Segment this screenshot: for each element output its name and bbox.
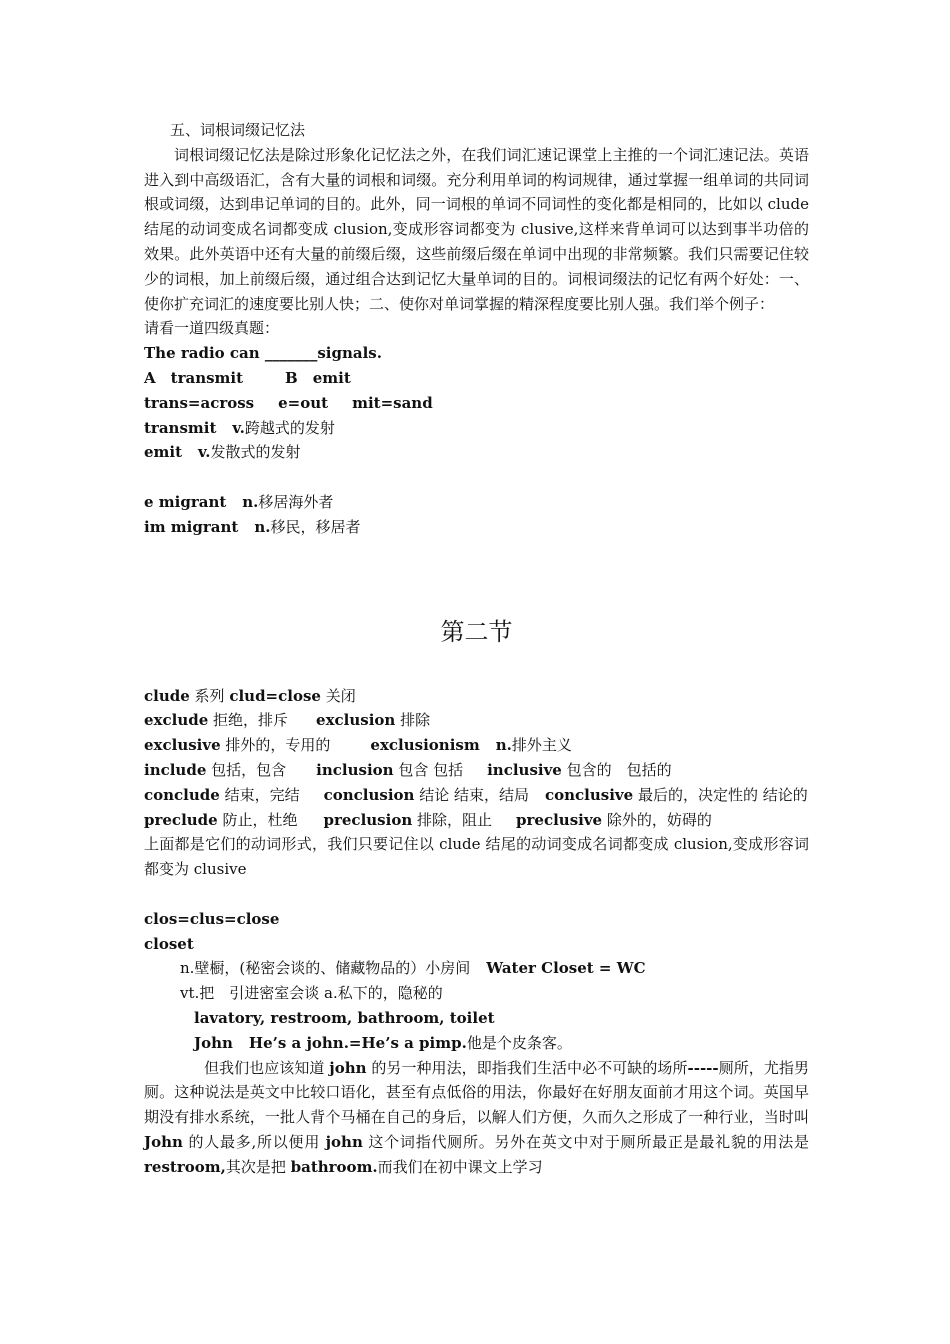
option-b: B emit	[285, 368, 351, 387]
closet-verb: vt.把 引进密室会谈 a.私下的，隐秘的	[180, 984, 443, 1003]
closet-word: closet	[144, 934, 194, 953]
closet-noun: n.壁橱，(秘密会谈的、储藏物品的）小房间 Water Closet = WC	[180, 959, 646, 978]
john-paragraph: 但我们也应该知道 john 的另一种用法，即指我们生活中必不可缺的场所-----厕所，尤指男厕。这种说法是英文中比较口语化，甚至有点低俗的用法，你最好在好朋友面前才用这个词。英国早期没有排水系统，一批人背个马桶在自己的身后，以解人们方便，久而久之形成了一种行业，当时叫 John 的人最多,所以便用 john 这个词指代厕所。另外在英文中对于厕所最正是最礼貌的用法是 restroom,其次是把 bathroom.而我们在初中课文上学习	[144, 1058, 809, 1176]
intro-paragraph: 词根词缀记忆法是除过形象化记忆法之外，在我们词汇速记课堂上主推的一个词汇速记法。英语进入到中高级语汇，含有大量的词根和词缀。充分利用单词的构词规律，通过掌握一组单词的共同词根或词缀，达到串记单词的目的。此外，同一词根的单词不同词性的变化都是相同的，比如以 clude 结尾的动词变成名词都变成 clusion,变成形容词都变为 clusive,这样来背单词可以达到事半功倍的效果。此外英语中还有大量的前缀后缀，这些前缀后缀在单词中出现的非常频繁。我们只需要记住较少的词根，加上前缀后缀，通过组合达到记忆大量单词的目的。词根词缀法的记忆有两个好处：一、使你扩充词汇的速度要比别人快；二、使你对单词掌握的精深程度要比别人强。我们举个例子：	[144, 145, 809, 313]
roots-line: trans=across e=out mit=sand	[144, 393, 433, 412]
emit-entry: emit v.发散式的发射	[144, 443, 301, 462]
option-a: A transmit	[144, 368, 244, 387]
vocab-row: include 包括，包含 inclusion 包含 包括 inclusive 包含的 包括的	[144, 760, 672, 779]
immigrant-entry: im migrant n.移民，移居者	[144, 517, 361, 536]
clos-root: clos=clus=close	[144, 909, 280, 928]
vocab-row: exclusive 排外的，专用的 exclusionism n.排外主义	[144, 736, 572, 755]
clude-header: clude 系列 clud=close 关闭	[144, 686, 356, 705]
section-heading: 五、词根词缀记忆法	[170, 121, 306, 139]
section-title: 第二节	[440, 617, 513, 646]
page-content	[144, 118, 809, 1179]
john-example: John He’s a john.=He’s a pimp.他是个皮条客。	[194, 1033, 572, 1052]
vocab-row: preclude 防止，杜绝 preclusion 排除，阻止 preclusive 除外的，妨碍的	[144, 810, 712, 829]
synonyms: lavatory, restroom, bathroom, toilet	[194, 1008, 495, 1027]
transmit-entry: transmit v.跨越式的发射	[144, 418, 335, 437]
exam-intro: 请看一道四级真题：	[144, 319, 280, 338]
emigrant-entry: e migrant n.移居海外者	[144, 492, 334, 511]
vocab-row: exclude 拒绝，排斥 exclusion 排除	[144, 711, 431, 730]
exam-options	[144, 366, 809, 391]
exam-question: The radio can _______signals.	[144, 344, 382, 363]
vocab-row: conclude 结束，完结 conclusion 结论 结束，结局 conclusive 最后的，决定性的 结论的	[144, 785, 808, 804]
summary-paragraph: 上面都是它们的动词形式，我们只要记住以 clude 结尾的动词变成名词都变成 clusion,变成形容词都变为 clusive	[144, 835, 809, 879]
